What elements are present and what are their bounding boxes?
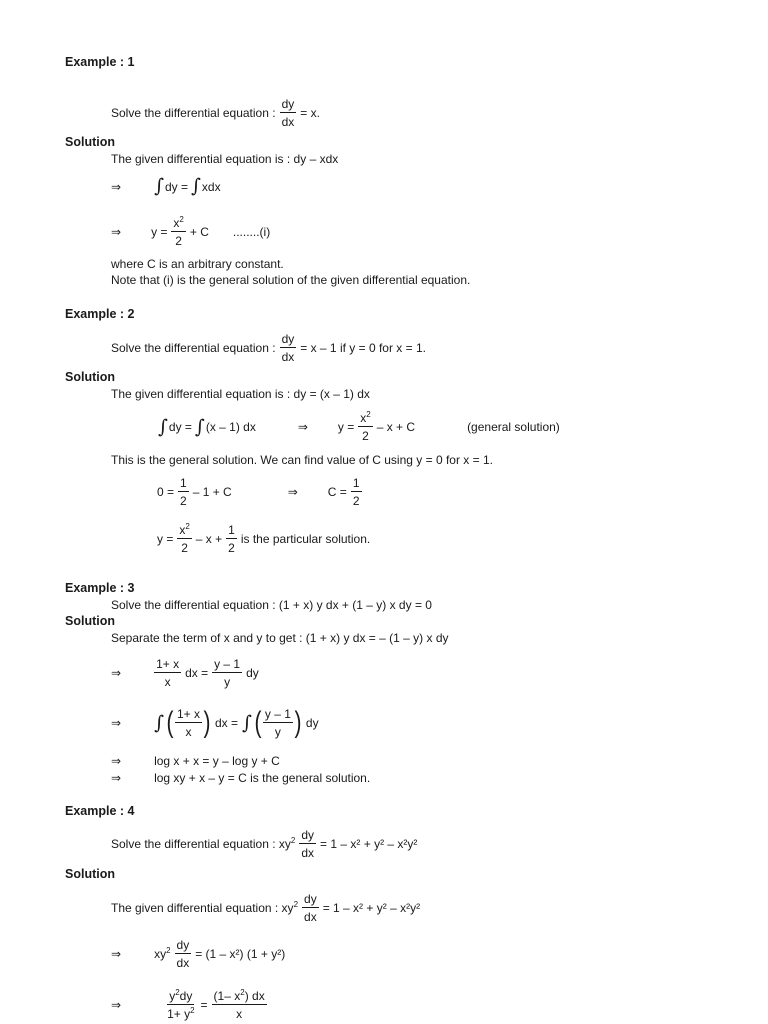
integral-sign: ∫ xyxy=(154,711,164,734)
example-1-line-3 xyxy=(111,217,270,247)
denominator: $1+ y^2$ xyxy=(167,1006,195,1021)
question-suffix: = x. xyxy=(300,106,320,120)
numerator: y – 1 xyxy=(214,657,241,671)
example-1-line-4: where C is an arbitrary constant. xyxy=(111,257,284,271)
numerator: dy xyxy=(281,97,295,111)
implies-arrow: ⇒ xyxy=(111,179,122,194)
example-2-line-1: The given differential equation is : dy = (x – 1) dx xyxy=(111,387,370,401)
fraction-1plusx-over-x xyxy=(154,658,181,688)
example-4-heading: Example : 4 xyxy=(65,804,135,818)
example-1-line-5: Note that (i) is the general solution of the given differential equation. xyxy=(111,273,471,287)
numerator: 1 xyxy=(228,523,235,537)
parenthesized-fraction: ( $\frac{y - 1}{y}$ ) xyxy=(254,706,302,739)
integral-sign: ∫ xyxy=(194,415,205,438)
example-1-question xyxy=(111,98,320,128)
denominator: dx xyxy=(281,350,295,364)
math-text: y = xyxy=(157,532,174,546)
example-4-line-1 xyxy=(111,893,420,923)
math-text: = (1 – x²) (1 + y²) xyxy=(195,947,286,961)
numerator: $x^2$ xyxy=(360,410,371,425)
math-text: is the particular solution. xyxy=(240,532,371,546)
math-text: dy xyxy=(246,666,259,680)
numerator: 1+ x xyxy=(176,707,200,721)
denominator: 2 xyxy=(362,429,369,443)
example-1-solution-label: Solution xyxy=(65,135,115,149)
implies-arrow: ⇒ xyxy=(111,947,122,961)
example-4-question xyxy=(111,829,417,859)
numerator: dy xyxy=(304,892,317,906)
example-1-heading: Example : 1 xyxy=(65,55,135,69)
math-text: = xyxy=(200,998,208,1012)
denominator: y xyxy=(274,725,281,739)
fraction-dy-dx xyxy=(280,333,297,363)
example-3-line-5 xyxy=(111,772,370,784)
math-text: 0 = xyxy=(157,485,175,499)
example-2-heading: Example : 2 xyxy=(65,307,135,321)
equation-tag: (general solution) xyxy=(467,420,560,434)
denominator: 2 xyxy=(175,234,182,248)
example-2-line-3: This is the general solution. We can find value of C using y = 0 for x = 1. xyxy=(111,453,493,467)
denominator: 2 xyxy=(180,494,187,508)
fraction-dy-dx xyxy=(299,829,316,859)
implies-arrow: ⇒ xyxy=(297,420,308,434)
fraction-x2-over-2 xyxy=(171,217,185,247)
fraction-1-over-2 xyxy=(178,477,189,507)
math-text: = 1 – x² + y² – x²y² xyxy=(322,901,421,915)
numerator: $x^2$ xyxy=(179,522,190,537)
example-3-question: Solve the differential equation : (1 + x) y dx + (1 – y) x dy = 0 xyxy=(111,598,432,612)
math-text: The given differential equation : $xy^2$ xyxy=(111,900,299,915)
question-suffix: = x – 1 if y = 0 for x = 1. xyxy=(300,341,426,355)
denominator: 2 xyxy=(352,494,360,508)
implies-arrow: ⇒ xyxy=(111,754,122,768)
example-2-question xyxy=(111,333,426,363)
implies-arrow: ⇒ xyxy=(111,771,122,785)
math-text: (x – 1) dx xyxy=(205,420,256,434)
implies-arrow: ⇒ xyxy=(111,716,122,730)
example-2-line-2 xyxy=(158,412,560,442)
math-text: – x + xyxy=(195,532,223,546)
implies-arrow: ⇒ xyxy=(111,998,122,1012)
fraction-x2-over-2 xyxy=(177,524,191,554)
example-3-line-2 xyxy=(111,658,259,688)
fraction-1-over-2 xyxy=(351,477,362,507)
math-text: log x + x = y – log y + C xyxy=(154,754,280,768)
fraction-y-minus-1-over-y xyxy=(263,708,293,738)
example-3-line-4 xyxy=(111,755,280,767)
implies-arrow: ⇒ xyxy=(287,485,298,499)
denominator: dx xyxy=(304,910,317,924)
math-text: dy = xyxy=(168,420,192,434)
fraction-dy-dx xyxy=(302,893,319,923)
example-4-solution-label: Solution xyxy=(65,867,115,881)
fraction-x2-over-2 xyxy=(358,412,372,442)
math-text: + C xyxy=(189,225,209,239)
question-text: Solve the differential equation : xyxy=(111,341,276,355)
example-3-line-1: Separate the term of x and y to get : (1 + x) y dx = – (1 – y) x dy xyxy=(111,631,449,645)
example-2-line-5 xyxy=(157,524,370,554)
numerator: dy xyxy=(176,938,190,952)
numerator: 1+ x xyxy=(156,657,180,671)
denominator: 2 xyxy=(181,541,188,555)
parenthesized-fraction: ( $\frac{1+ x}{x}$ ) xyxy=(166,706,211,739)
integral-sign: ∫ xyxy=(154,175,164,197)
numerator: y – 1 xyxy=(264,707,291,721)
denominator: x xyxy=(185,725,192,739)
fraction-dy-dx xyxy=(175,939,192,969)
math-text: – 1 + C xyxy=(192,485,232,499)
math-text: y = xyxy=(337,420,355,434)
example-2-solution-label: Solution xyxy=(65,370,115,384)
example-3-solution-label: Solution xyxy=(65,614,115,628)
fraction-1plusx-over-x xyxy=(175,708,202,738)
question-text: Solve the differential equation : xyxy=(111,106,276,120)
question-suffix: = 1 – x² + y² – x²y² xyxy=(320,837,418,851)
implies-arrow: ⇒ xyxy=(111,225,122,239)
denominator: dx xyxy=(281,115,295,129)
denominator: x xyxy=(236,1007,243,1021)
fraction-y-minus-1-over-y xyxy=(212,658,242,688)
denominator: dx xyxy=(176,956,190,970)
integral-sign: ∫ xyxy=(242,711,252,734)
equation-tag: ........(i) xyxy=(232,225,271,239)
numerator: 1 xyxy=(352,476,360,490)
math-text: dy xyxy=(305,716,319,730)
math-text: C = xyxy=(327,485,347,499)
numerator: 1 xyxy=(180,476,187,490)
numerator: dy xyxy=(281,332,295,346)
math-text: dx = xyxy=(214,716,238,730)
example-3-line-3 xyxy=(111,708,319,738)
math-text: dy = xyxy=(164,179,188,194)
math-text: – x + C xyxy=(376,420,416,434)
math-text: log xy + x – y = C is the general solution. xyxy=(154,771,371,785)
fraction-dy-dx xyxy=(280,98,297,128)
denominator: x xyxy=(164,675,171,689)
denominator: dx xyxy=(301,846,315,860)
denominator: 2 xyxy=(228,541,235,555)
numerator: $y^2dy$ xyxy=(169,988,193,1003)
example-1-line-2 xyxy=(111,177,221,196)
math-text: $xy^2$ xyxy=(154,946,171,961)
fraction-1minusx2-dx-over-x xyxy=(212,990,267,1020)
example-4-line-3 xyxy=(111,990,271,1020)
numerator: dy xyxy=(301,828,315,842)
numerator: $x^2$ xyxy=(173,215,184,230)
implies-arrow: ⇒ xyxy=(111,666,122,680)
math-text: xdx xyxy=(201,179,221,194)
integral-sign: ∫ xyxy=(190,175,201,197)
example-1-line-1: The given differential equation is : dy – xdx xyxy=(111,152,339,166)
numerator: (1– $x^2$) dx xyxy=(213,988,265,1003)
fraction-1-over-2 xyxy=(226,524,237,554)
math-text: y = xyxy=(151,225,168,239)
integral-sign: ∫ xyxy=(158,415,168,438)
math-text: dx = xyxy=(185,666,209,680)
question-text: Solve the differential equation : $xy^2$ xyxy=(111,836,296,851)
denominator: y xyxy=(224,675,231,689)
example-3-heading: Example : 3 xyxy=(65,581,135,595)
example-4-line-2 xyxy=(111,939,285,969)
example-2-line-4 xyxy=(157,477,366,507)
fraction-y2dy-over-1plusy2 xyxy=(165,990,196,1020)
